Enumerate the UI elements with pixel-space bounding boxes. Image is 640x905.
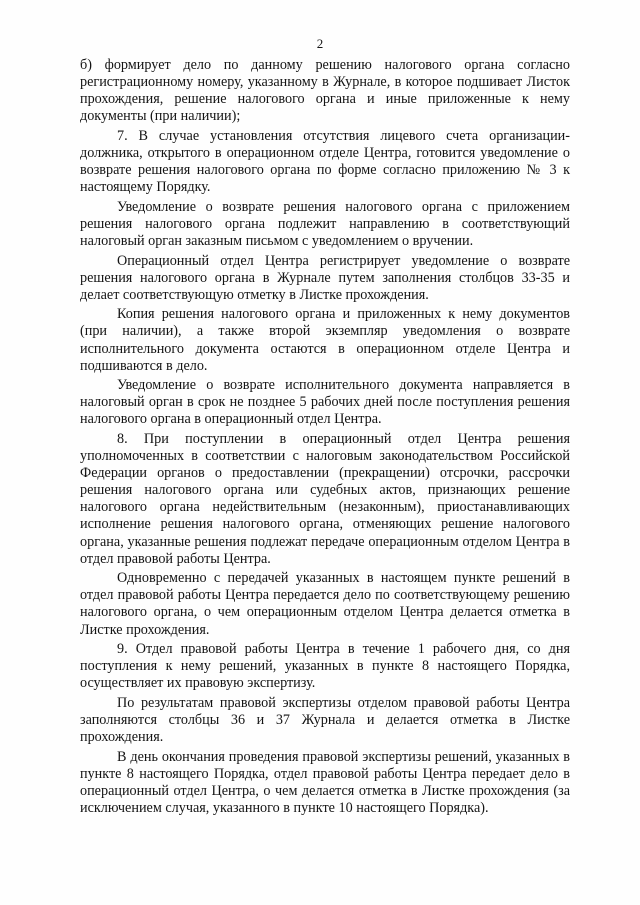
document-body — [80, 57, 570, 820]
page-number: 2 — [316, 36, 324, 51]
paragraph-9: 9. Отдел правовой работы Центра в течение 1 рабочего дня, со дня поступления к нему решений, указанных в пункте 8 настоящего Порядка, осуществляет их правовую экспертизу. — [80, 641, 570, 692]
paragraph-7: 7. В случае установления отсутствия лицевого счета организации-должника, открытого в операционном отделе Центра, готовится уведомление о возврате решения налогового органа по форме согласно приложению № 3 к настоящему Порядку. — [80, 127, 570, 196]
paragraph-9-results: По результатам правовой экспертизы отделом правовой работы Центра заполняются столбцы 36 и 37 Журнала и делается отметка в Листке прохождения. — [80, 694, 570, 746]
paragraph-6b: б) формирует дело по данному решению налогового органа согласно регистрационному номеру, указанному в Журнале, в которое подшивает Листок прохождения, решение налогового органа и иные приложенные к нему документы (при наличии); — [80, 57, 570, 125]
paragraph-7-notice: Уведомление о возврате решения налогового органа с приложением решения налогового органа подлежит направлению в соответствующий налоговый орган заказным письмом с уведомлением о вручении. — [80, 198, 570, 249]
paragraph-7-deadline: Уведомление о возврате исполнительного документа направляется в налоговый орган в срок не позднее 5 рабочих дней после поступления решения налогового органа в операционный отдел Центра. — [80, 377, 570, 428]
paragraph-9-return: В день окончания проведения правовой экспертизы решений, указанных в пункте 8 настоящего Порядка, отдел правовой работы Центра передает дело в операционный отдел Центра, о чем делается отметка в Листке прохождения (за исключением случая, указанного в пункте 10 настоящего Порядка). — [80, 748, 570, 816]
paragraph-8: 8. При поступлении в операционный отдел Центра решения уполномоченных в соответствии с налоговым законодательством Российской Федерации органов о предоставлении (прекращении) отсрочки, рассрочки решения налогового органа или судебных актов, признающих решение налогового органа недействительным (незаконным), приостанавливающих исполнение решения налогового органа, отменяющих решение налогового органа, указанные решения подлежат передаче операционным отделом Центра в отдел правовой работы Центра. — [80, 430, 570, 567]
paragraph-7-copy: Копия решения налогового органа и приложенных к нему документов (при наличии), а также второй экземпляр уведомления о возврате исполнительного документа остаются в операционном отделе Центра и подшиваются в дело. — [80, 306, 570, 374]
paragraph-7-registration: Операционный отдел Центра регистрирует уведомление о возврате решения налогового органа в Журнале путем заполнения столбцов 33-35 и делает соответствующую отметку в Листке прохождения. — [80, 252, 570, 303]
paragraph-8-transfer: Одновременно с передачей указанных в настоящем пункте решений в отдел правовой работы Центра передается дело по соответствующему решению налогового органа, о чем операционным отделом Центра делается отметка в Листке прохождения. — [80, 570, 570, 638]
